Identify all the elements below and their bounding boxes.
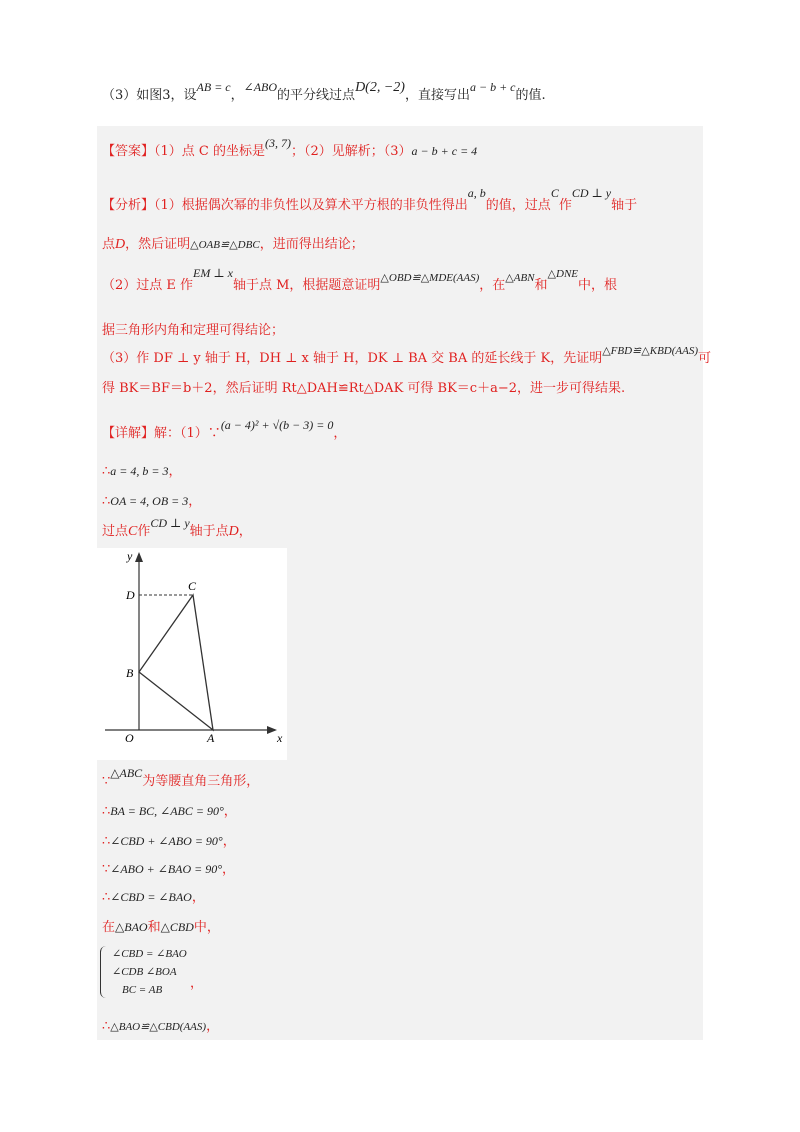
because-symbol: ∵ <box>102 862 111 877</box>
detail-l-abc: △ABC <box>110 766 143 780</box>
label-d: D <box>126 588 135 602</box>
analysis-l2b: ，然后证明 <box>125 237 191 252</box>
therefore-symbol: ∴ <box>102 464 111 479</box>
detail-line-6 <box>102 802 237 821</box>
system-comma: ， <box>190 976 204 991</box>
label-a: A <box>207 731 215 745</box>
detail-comma-2: ， <box>188 494 202 509</box>
analysis-l3c: ，在 <box>479 278 506 293</box>
detail-line-3 <box>102 492 201 511</box>
detail-e6: ∠CBD = ∠BAO <box>110 890 192 904</box>
analysis-line-6: 得 BK＝BF＝b＋2，然后证明 Rt△DAH≌Rt△DAK 可得 BK＝c＋a−2，进一步可得结果. <box>102 381 626 396</box>
answer-part3: a − b + c = 4 <box>411 144 478 158</box>
label-y: y <box>127 549 133 563</box>
detail-comma-0: ， <box>333 426 347 441</box>
analysis-label: 【分析】 <box>102 198 155 213</box>
detail-eq2: OA = 4, OB = 3 <box>110 494 189 508</box>
answer-label: 【答案】 <box>102 144 155 159</box>
detail-pt-perp: CD ⊥ y <box>150 516 190 530</box>
therefore-symbol: ∴ <box>102 834 111 849</box>
q3-mid: 的平分线过点 <box>277 88 356 103</box>
system-row-2: ∠CDB ∠BOA <box>112 966 177 978</box>
detail-line-9 <box>102 888 205 907</box>
therefore-symbol: ∴ <box>102 890 111 905</box>
analysis-line-5 <box>102 345 712 368</box>
analysis-l2cong: △OAB≌△DBC <box>190 239 260 251</box>
q3-ab-eq: AB = c <box>196 80 231 94</box>
detail-comma-6: ， <box>222 862 236 877</box>
because-symbol: ∵ <box>207 426 221 441</box>
detail-l-abc2: 为等腰直角三角形， <box>142 774 260 789</box>
question-3 <box>102 80 546 105</box>
analysis-l3cong: △OBD≌△MDE(AAS) <box>380 272 480 284</box>
detail-comma-4: ， <box>223 804 237 819</box>
answer-part1: （1）点 C 的坐标是 <box>154 144 265 159</box>
detail-and: 和 <box>147 920 161 935</box>
detail-pt-b: 作 <box>137 524 151 539</box>
analysis-l3d: 和 <box>534 278 548 293</box>
analysis-l3a: （2）过点 E 作 <box>102 278 194 293</box>
because-symbol: ∵ <box>102 774 111 789</box>
label-c: C <box>188 579 197 593</box>
analysis-l2c: ，进而得出结论； <box>259 237 364 252</box>
detail-comma-7: ， <box>191 890 205 905</box>
analysis-l3t1: △ABN <box>505 272 535 284</box>
detail-d1: 解：（1） <box>154 426 208 441</box>
detail-line-final <box>102 1018 219 1036</box>
detail-line-5 <box>102 766 260 791</box>
q3-comma: ， <box>230 88 244 103</box>
detail-eq0: (a − 4)² + √(b − 3) = 0 <box>220 418 334 432</box>
q3-tail1: ，直接写出 <box>404 88 470 103</box>
detail-e5: ∠ABO + ∠BAO = 90° <box>110 862 223 876</box>
label-o: O <box>125 731 134 745</box>
q3-point: D(2, −2) <box>355 80 405 95</box>
detail-zhong: 中， <box>193 920 220 935</box>
detail-pt-c: C <box>128 524 138 539</box>
detail-comma-8: ， <box>206 1019 220 1034</box>
detail-line-4 <box>102 516 252 541</box>
analysis-line-1 <box>102 186 638 215</box>
analysis-l3b: 轴于点 M，根据题意证明 <box>232 278 381 293</box>
therefore-symbol: ∴ <box>102 1019 111 1034</box>
detail-in: 在 <box>102 920 116 935</box>
answer-coord: (3, 7) <box>265 136 291 150</box>
label-x: x <box>277 731 283 745</box>
detail-e3: BA = BC, ∠ABC = 90° <box>110 804 224 818</box>
analysis-l5cong: △FBD≌△KBD(AAS) <box>602 345 699 357</box>
detail-t1: △BAO <box>115 920 148 934</box>
detail-final: △BAO≌△CBD(AAS) <box>110 1021 207 1033</box>
detail-line-8 <box>102 860 235 879</box>
analysis-l1a: （1）根据偶次幂的非负性以及算术平方根的非负性得出 <box>154 198 468 213</box>
detail-comma-3: ， <box>238 524 252 539</box>
detail-line-2 <box>102 462 182 481</box>
detail-pt-d: 轴于点 <box>189 524 229 539</box>
detail-t2: △CBD <box>160 920 194 934</box>
q3-expr: a − b + c <box>469 80 516 94</box>
answer-line <box>102 136 478 161</box>
coordinate-figure <box>97 548 287 760</box>
answer-part2: ；（2）见解析；（3） <box>291 144 412 159</box>
detail-pt-D: D <box>228 524 239 539</box>
detail-comma-1: ， <box>168 464 182 479</box>
detail-label: 【详解】 <box>102 426 155 441</box>
analysis-l1perp: CD ⊥ y <box>571 186 612 200</box>
analysis-l1ab: a, b <box>467 186 486 200</box>
detail-comma-5: ， <box>222 834 236 849</box>
system-row-1: ∠CBD = ∠BAO <box>112 948 187 960</box>
q3-tail2: 的值. <box>515 88 546 103</box>
analysis-l1e: 轴于 <box>611 198 638 213</box>
analysis-l3t2: △DNE <box>547 268 579 280</box>
detail-line-7 <box>102 832 236 851</box>
equation-system <box>112 945 187 999</box>
analysis-line-4: 据三角形内角和定理可得结论； <box>102 323 285 338</box>
analysis-l3e: 中，根 <box>578 278 618 293</box>
detail-pt-a: 过点 <box>102 524 129 539</box>
analysis-l2a: 点 <box>102 237 116 252</box>
system-brace <box>100 946 109 998</box>
analysis-l1d: 作 <box>558 198 572 213</box>
analysis-l3perp: EM ⊥ x <box>193 266 233 280</box>
analysis-l1b: 的值，过点 <box>485 198 551 213</box>
analysis-line-2 <box>102 236 364 254</box>
detail-line-1 <box>102 418 347 443</box>
system-row-3: BC = AB <box>122 984 163 996</box>
detail-eq1: a = 4, b = 3 <box>110 464 169 478</box>
analysis-l5b: 可 <box>698 351 712 366</box>
analysis-l5a: （3）作 DF ⊥ y 轴于 H，DH ⊥ x 轴于 H，DK ⊥ BA 交 BA 的延长线于 K，先证明 <box>102 351 603 366</box>
q3-lead: （3）如图3，设 <box>102 88 197 103</box>
q3-angle: ∠ABO <box>243 80 278 94</box>
therefore-symbol: ∴ <box>102 494 111 509</box>
therefore-symbol: ∴ <box>102 804 111 819</box>
detail-e4: ∠CBD + ∠ABO = 90° <box>110 834 223 848</box>
analysis-l1c: C <box>550 186 559 200</box>
analysis-l2D: D <box>115 237 126 252</box>
label-b: B <box>126 666 134 680</box>
detail-line-10 <box>102 918 220 937</box>
analysis-line-3 <box>102 266 618 295</box>
